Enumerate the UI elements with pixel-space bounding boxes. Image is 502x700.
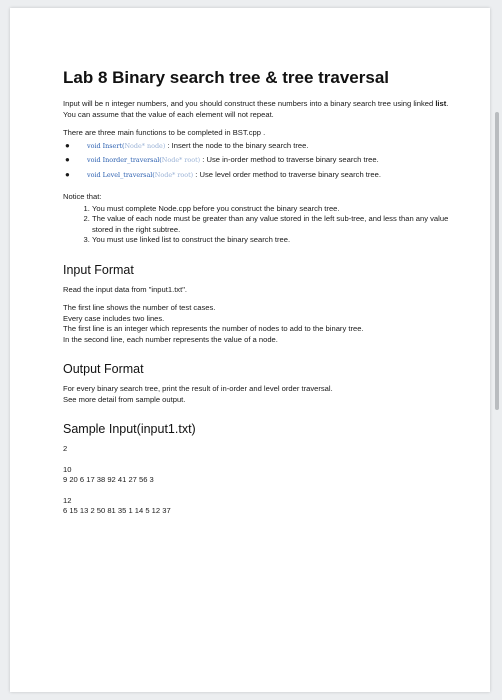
functions-list xyxy=(63,141,458,181)
bullet-icon: ● xyxy=(65,140,70,150)
notice-label: Notice that: xyxy=(63,192,102,201)
input-format-heading: Input Format xyxy=(63,262,134,277)
sample-input-heading: Sample Input(input1.txt) xyxy=(63,422,196,436)
function-signature: void Level_traversal(Node* root) xyxy=(87,170,194,179)
document-content xyxy=(63,68,458,517)
function-description: : Insert the node to the binary search tree. xyxy=(165,140,309,150)
scrollbar-thumb[interactable] xyxy=(495,112,499,410)
notice-item: 1. You must complete Node.cpp before you construct the binary search tree. xyxy=(92,204,458,215)
document-page xyxy=(10,8,490,692)
bullet-icon: ● xyxy=(65,169,70,179)
function-item-insert xyxy=(63,141,458,152)
function-description: : Use level order method to traverse binary search tree. xyxy=(193,169,381,179)
sample-test-count: 2 xyxy=(63,444,68,453)
intro-bold-text: list xyxy=(435,99,447,108)
function-signature: void Inorder_traversal(Node* root) xyxy=(87,156,201,164)
function-description: : Use in-order method to traverse binary search tree. xyxy=(200,155,379,164)
input-format-read: Read the input data from "input1.txt". xyxy=(63,284,188,294)
input-format-line: The first line is an integer which represents the number of nodes to add to the binary tree. xyxy=(63,324,364,333)
function-signature: void Insert(Node* node) xyxy=(87,141,166,150)
sample-case-n: 12 xyxy=(63,495,72,505)
sample-case-n: 10 xyxy=(63,464,72,474)
input-format-line: In the second line, each number represents the value of a node. xyxy=(63,334,278,344)
output-format-line: See more detail from sample output. xyxy=(63,394,186,404)
output-format-heading: Output Format xyxy=(63,362,144,376)
page-title: Lab 8 Binary search tree & tree traversal xyxy=(63,68,390,87)
notice-item: 2. The value of each node must be greater than any value stored in the left sub-tree, and less than any value stored in the right subtree. xyxy=(92,214,458,235)
notice-list xyxy=(63,204,458,246)
input-format-line: The first line shows the number of test cases. xyxy=(63,303,216,312)
intro-text: Input will be n integer numbers, and you should construct these numbers into a binary search tree using linked xyxy=(63,99,436,108)
bullet-icon: ● xyxy=(65,155,70,164)
functions-intro: There are three main functions to be completed in BST.cpp . xyxy=(63,128,266,137)
intro-text-end: . You can assume that the value of each element will not repeat. xyxy=(63,99,449,119)
input-format-line: Every case includes two lines. xyxy=(63,313,165,323)
sample-case-values: 9 20 6 17 38 92 41 27 56 3 xyxy=(63,475,154,484)
function-item-level xyxy=(63,170,458,181)
sample-case-values: 6 15 13 2 50 81 35 1 14 5 12 37 xyxy=(63,506,171,515)
intro-paragraph xyxy=(63,99,458,120)
notice-item: 3. You must use linked list to construct the binary search tree. xyxy=(92,235,458,246)
function-item-inorder xyxy=(63,155,458,166)
output-format-line: For every binary search tree, print the result of in-order and level order traversal. xyxy=(63,384,333,393)
